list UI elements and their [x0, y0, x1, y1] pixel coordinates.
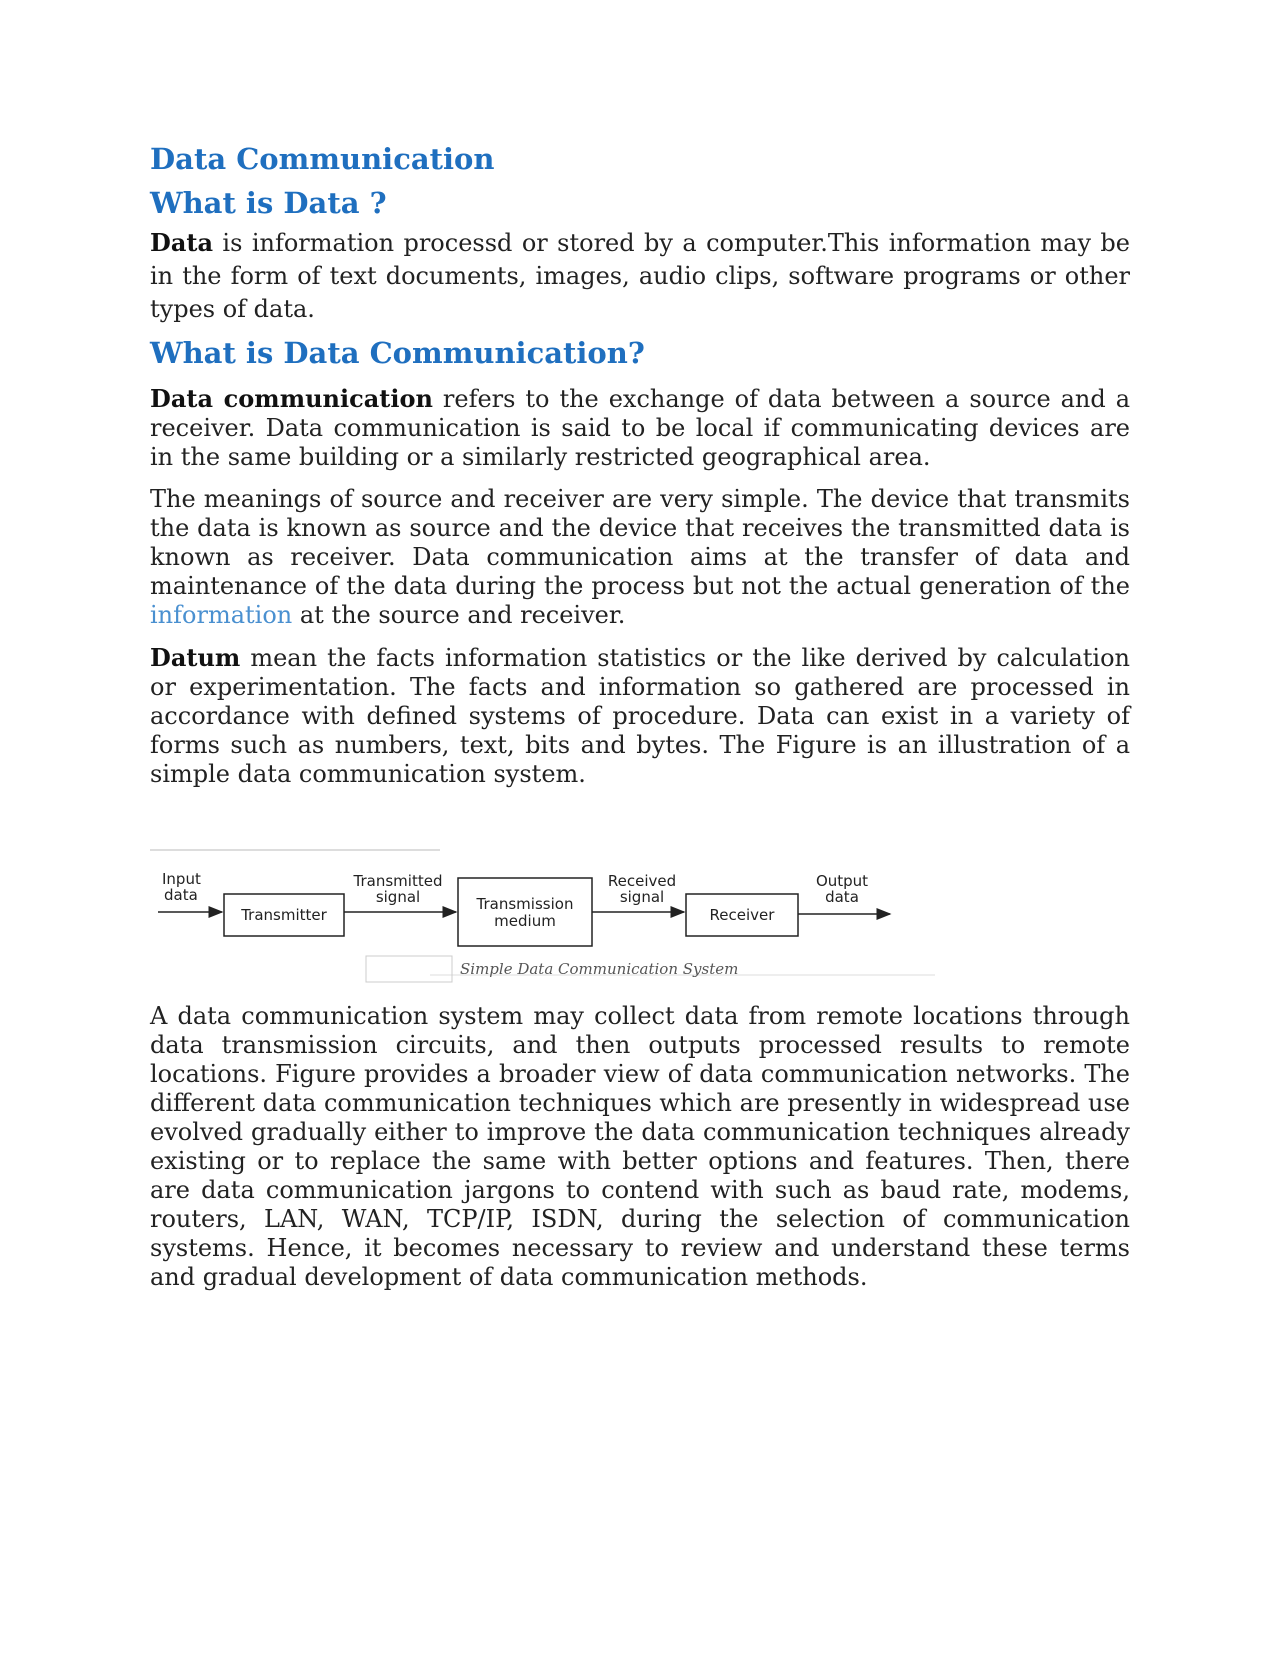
transmission-medium-label: medium [494, 912, 556, 930]
section-heading-what-is-data: What is Data ? [150, 186, 387, 220]
bold-term-data: Data [150, 228, 213, 257]
figure-caption: Simple Data Communication System [460, 960, 739, 978]
paragraph-data-definition [150, 226, 1130, 326]
output-label: data [825, 888, 859, 906]
bold-term-data-communication: Data communication [150, 384, 433, 413]
paragraph-text: The meanings of source and receiver are very simple. The device that transmits the data is known as source and the device that receives the transmitted data is known as receiver. Data communication aims at the transfer of data and maintenance of the data during the process but not the actual generation of the [150, 485, 1130, 600]
closing-paragraph-wrapper [150, 1002, 1130, 1292]
transmitted-signal-label: signal [375, 888, 421, 906]
paragraph-text: is information processd or stored by a computer.This information may be in the form of text documents, images, audio clips, software programs or other types of data. [150, 229, 1130, 323]
data-communication-figure [150, 848, 940, 988]
received-signal-label: signal [619, 888, 665, 906]
paragraph-communication-systems: A data communication system may collect data from remote locations through data transmission circuits, and then outputs processed results to remote locations. Figure provides a broader view of data communication networks. The different data communication techniques which are presently in widespread use evolved gradually either to improve the data communication techniques already existing or to replace the same with better options and features. Then, there are data communication jargons to contend with such as baud rate, modems, routers, LAN, WAN, TCP/IP, ISDN, during the selection of communication systems. Hence, it becomes necessary to review and understand these terms and gradual development of data communication methods. [150, 1002, 1130, 1291]
input-label: Input [162, 870, 201, 888]
transmitted-signal-label: Transmitted [353, 872, 443, 890]
receiver-label: Receiver [709, 906, 775, 924]
paragraph-text: refers to the exchange of data between a source and a receiver. Data communication is said to be local if communicating devices are in the same building or a similarly restricted geographical area. [150, 385, 1130, 471]
received-signal-label: Received [607, 872, 677, 890]
paragraph-data-communication-definition [150, 384, 1130, 472]
document-page [150, 140, 1130, 789]
paragraph-text: mean the facts information statistics or the like derived by calculation or experimentation. The facts and information so gathered are processed in accordance with defined systems of procedure. Data can exist in a variety of forms such as numbers, text, bits and bytes. The Figure is an illustration of a simple data communication system. [150, 644, 1130, 788]
input-label: data [164, 886, 198, 904]
paragraph-datum [150, 643, 1130, 789]
transmitter-label: Transmitter [241, 906, 327, 924]
paragraph-source-receiver [150, 485, 1130, 630]
document-title: Data Communication [150, 142, 495, 176]
bold-term-datum: Datum [150, 643, 241, 672]
paragraph-text: at the source and receiver. [292, 601, 626, 629]
block-diagram [150, 848, 940, 988]
transmission-medium-label: Transmission [476, 895, 574, 913]
output-label: Output [815, 872, 869, 890]
caption-box [366, 956, 452, 982]
section-heading-what-is-data-communication: What is Data Communication? [150, 336, 645, 370]
information-link[interactable]: information [150, 601, 293, 629]
